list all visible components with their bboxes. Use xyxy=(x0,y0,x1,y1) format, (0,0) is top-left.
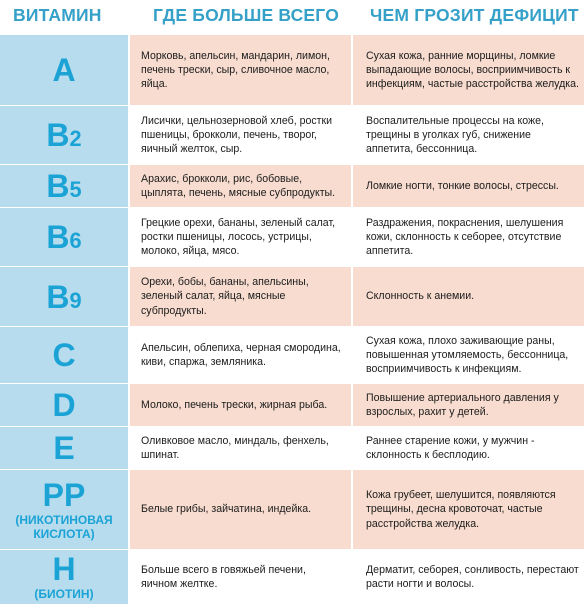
sources-text: Оливковое масло, миндаль, фенхель, шпинат. xyxy=(141,434,329,461)
deficit-cell xyxy=(353,470,584,549)
vitamin-name: E xyxy=(53,430,75,466)
deficit-cell xyxy=(353,550,584,604)
vitamin-name: C xyxy=(52,337,76,373)
table-row xyxy=(0,34,584,105)
deficit-cell xyxy=(353,35,584,105)
table-row xyxy=(0,383,584,426)
deficit-text: Дерматит, себорея, сонливость, перестают расти ногти и волосы. xyxy=(366,563,579,590)
deficit-cell xyxy=(353,267,584,326)
table-row xyxy=(0,549,584,604)
deficit-text: Ломкие ногти, тонкие волосы, стрессы. xyxy=(366,179,559,192)
vitamin-name: B2 xyxy=(46,117,82,153)
sources-text: Морковь, апельсин, мандарин, лимон, печень трески, сыр, сливочное масло, яйца. xyxy=(141,49,330,91)
vitamin-cell xyxy=(0,327,130,383)
header-vitamin: ВИТАМИН xyxy=(13,5,102,25)
table-row xyxy=(0,326,584,383)
sources-cell xyxy=(130,384,353,426)
sources-cell xyxy=(130,208,353,266)
deficit-cell xyxy=(353,165,584,207)
deficit-text: Кожа грубеет, шелушится, появляются трещины, десна кровоточат, частые расстройства желудка. xyxy=(366,489,556,530)
table-row xyxy=(0,164,584,207)
sources-text: Орехи, бобы, бананы, апельсины, зеленый салат, яйца, мясные субпродукты. xyxy=(141,276,309,317)
deficit-cell xyxy=(353,106,584,164)
header-deficit: ЧЕМ ГРОЗИТ ДЕФИЦИТ xyxy=(370,5,579,25)
vitamin-name: B6 xyxy=(46,219,82,255)
vitamin-cell xyxy=(0,384,130,426)
vitamin-cell xyxy=(0,267,130,326)
deficit-text: Раздражения, покраснения, шелушения кожи, склонность к себорее, отсутствие аппетита. xyxy=(366,216,564,258)
vitamin-cell xyxy=(0,470,130,549)
header-sources: ГДЕ БОЛЬШЕ ВСЕГО xyxy=(153,5,340,25)
sources-text: Апельсин, облепиха, черная смородина, киви, спаржа, земляника. xyxy=(141,341,341,368)
table-row xyxy=(0,105,584,164)
table-row xyxy=(0,266,584,326)
deficit-text: Раннее старение кожи, у мужчин - склонность к бесплодию. xyxy=(366,434,535,461)
deficit-cell xyxy=(353,427,584,469)
vitamin-cell xyxy=(0,550,130,604)
sources-cell xyxy=(130,327,353,383)
table-row xyxy=(0,207,584,266)
deficit-cell xyxy=(353,327,584,383)
vitamin-name: D xyxy=(52,387,76,423)
deficit-cell xyxy=(353,208,584,266)
deficit-text: Сухая кожа, ранние морщины, ломкие выпадающие волосы, восприимчивость к инфекциям, частые расстройства желудка. xyxy=(366,49,579,91)
sources-cell xyxy=(130,427,353,469)
vitamin-note: (НИКОТИНОВАЯ КИСЛОТА) xyxy=(15,512,113,541)
table-row xyxy=(0,469,584,549)
vitamin-cell xyxy=(0,35,130,105)
sources-cell xyxy=(130,550,353,604)
sources-text: Молоко, печень трески, жирная рыба. xyxy=(141,398,328,411)
sources-cell xyxy=(130,470,353,549)
deficit-cell xyxy=(353,384,584,426)
vitamin-name: PP xyxy=(42,476,86,513)
vitamin-name: B5 xyxy=(46,168,82,204)
sources-text: Больше всего в говяжьей печени, яичном желтке. xyxy=(141,563,306,590)
deficit-text: Склонность к анемии. xyxy=(366,290,475,303)
sources-text: Арахис, брокколи, рис, бобовые, цыплята, печень, мясные субпродукты. xyxy=(141,172,336,199)
vitamin-cell xyxy=(0,208,130,266)
table-header xyxy=(0,0,584,34)
deficit-text: Сухая кожа, плохо заживающие раны, повышенная утомляемость, бессонница, восприимчивость к инфекциям. xyxy=(366,334,569,376)
deficit-text: Повышение артериального давления у взрослых, рахит у детей. xyxy=(366,391,559,418)
sources-cell xyxy=(130,106,353,164)
vitamin-note: (БИОТИН) xyxy=(34,587,94,601)
deficit-text: Воспалительные процессы на коже, трещины в уголках губ, снижение аппетита, бессонница. xyxy=(366,114,544,156)
sources-cell xyxy=(130,267,353,326)
sources-text: Белые грибы, зайчатина, индейка. xyxy=(141,503,312,516)
vitamin-name: A xyxy=(52,52,76,88)
vitamin-cell xyxy=(0,427,130,469)
sources-text: Лисички, цельнозерновой хлеб, ростки пшеницы, брокколи, печень, творог, яичный желток, сыр. xyxy=(141,114,333,156)
sources-cell xyxy=(130,35,353,105)
vitamin-name: B9 xyxy=(46,278,82,315)
sources-text: Грецкие орехи, бананы, зеленый салат, ростки пшеницы, лосось, устрицы, молоко, яйца, мясо. xyxy=(141,216,336,258)
vitamin-name: H xyxy=(52,551,76,587)
vitamin-cell xyxy=(0,165,130,207)
vitamin-cell xyxy=(0,106,130,164)
table-row xyxy=(0,426,584,469)
sources-cell xyxy=(130,165,353,207)
